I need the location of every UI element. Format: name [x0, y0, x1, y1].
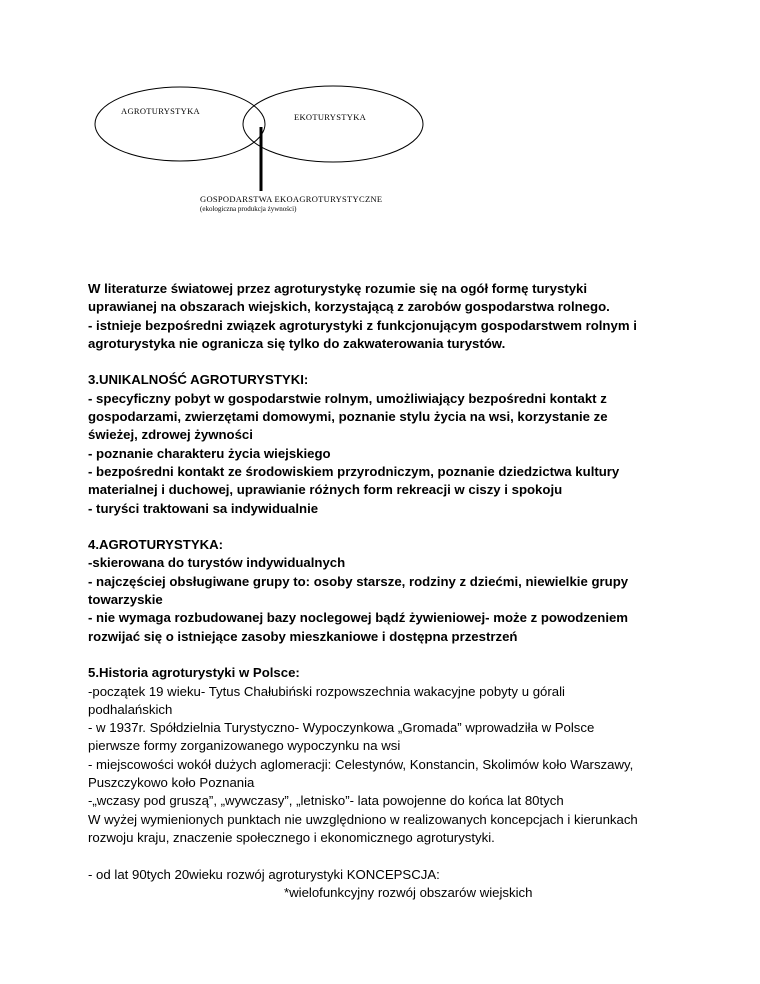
agroturystyka-label: AGROTURYSTYKA — [121, 106, 200, 116]
intro-paragraph — [88, 280, 678, 353]
section-line: Puszczykowo koło Poznania — [88, 775, 255, 791]
section-line: - poznanie charakteru życia wiejskiego — [88, 445, 331, 461]
section-line: gospodarzami, zwierzętami domowymi, poznanie stylu życia na wsi, korzystanie ze — [88, 409, 608, 425]
ekoturystyka-ellipse — [243, 86, 423, 162]
section-line: rozwoju kraju, znaczenie społecznego i ekonomicznego agroturystyki. — [88, 829, 495, 845]
section-line: materialnej i duchowej, uprawianie różnych form rekreacji w ciszy i spokoju — [88, 482, 563, 498]
agroturystyka-ellipse — [95, 87, 265, 161]
intro-line: - istnieje bezpośredni związek agroturystyki z funkcjonującym gospodarstwem rolnym i — [88, 317, 637, 333]
section-line: - miejscowości wokół dużych aglomeracji: Celestynów, Konstancin, Skolimów koło Warszawy, — [88, 756, 634, 772]
section-line: - najczęściej obsługiwane grupy to: osoby starsze, rodziny z dziećmi, niewielkie grupy — [88, 573, 629, 589]
intro-line: W literaturze światowej przez agroturystykę rozumie się na ogół formę turystyki — [88, 281, 588, 296]
ekoturystyka-label: EKOTURYSTYKA — [294, 112, 367, 122]
intro-line: agroturystyka nie ogranicza się tylko do zakwaterowania turystów. — [88, 335, 506, 351]
section-line: - specyficzny pobyt w gospodarstwie rolnym, umożliwiający bezpośredni kontakt z — [88, 390, 607, 406]
intersection-sublabel: (ekologiczna produkcja żywności) — [200, 205, 297, 213]
section-3 — [88, 371, 678, 517]
section-line: świeżej, zdrowej żywności — [88, 427, 253, 443]
section-5-heading: 5.Historia agroturystyki w Polsce: — [88, 665, 300, 681]
intersection-label: GOSPODARSTWA EKOAGROTURYSTYCZNE — [200, 194, 383, 204]
document-body — [88, 280, 678, 902]
section-line: W wyżej wymienionych punktach nie uwzględniono w realizowanych koncepcjach i kierunkach — [88, 811, 638, 827]
intro-line: uprawianej na obszarach wiejskich, korzystającą z zarobów gospodarstwa rolnego. — [88, 299, 610, 315]
section-line: podhalańskich — [88, 701, 173, 717]
section-line: rozwijać się o istniejące zasoby mieszkaniowe i dostępna przestrzeń — [88, 628, 518, 644]
section-4 — [88, 536, 678, 646]
section-line: - turyści traktowani sa indywidualnie — [88, 500, 319, 516]
section-line: -skierowana do turystów indywidualnych — [88, 555, 346, 571]
section-3-heading: 3.UNIKALNOŚĆ AGROTURYSTYKI: — [88, 372, 309, 388]
section-line: - bezpośredni kontakt ze środowiskiem przyrodniczym, poznanie dziedzictwa kultury — [88, 463, 620, 479]
section-line: *wielofunkcyjny rozwój obszarów wiejskich — [284, 884, 533, 900]
venn-diagram — [0, 0, 760, 240]
section-line: -początek 19 wieku- Tytus Chałubiński rozpowszechnia wakacyjne pobyty u górali — [88, 683, 565, 699]
section-line: pierwsze formy zorganizowanego wypoczynku na wsi — [88, 738, 401, 754]
section-line: - nie wymaga rozbudowanej bazy noclegowej bądź żywieniowej- może z powodzeniem — [88, 610, 629, 626]
section-line: -„wczasy pod gruszą”, „wywczasy”, „letnisko”- lata powojenne do końca lat 80tych — [88, 793, 564, 809]
section-line: - od lat 90tych 20wieku rozwój agroturystyki KONCEPSCJA: — [88, 866, 440, 882]
section-line: towarzyskie — [88, 592, 163, 608]
section-5 — [88, 664, 678, 902]
section-line: - w 1937r. Spółdzielnia Turystyczno- Wypoczynkowa „Gromada” wprowadziła w Polsce — [88, 720, 595, 736]
section-4-heading: 4.AGROTURYSTYKA: — [88, 537, 224, 553]
